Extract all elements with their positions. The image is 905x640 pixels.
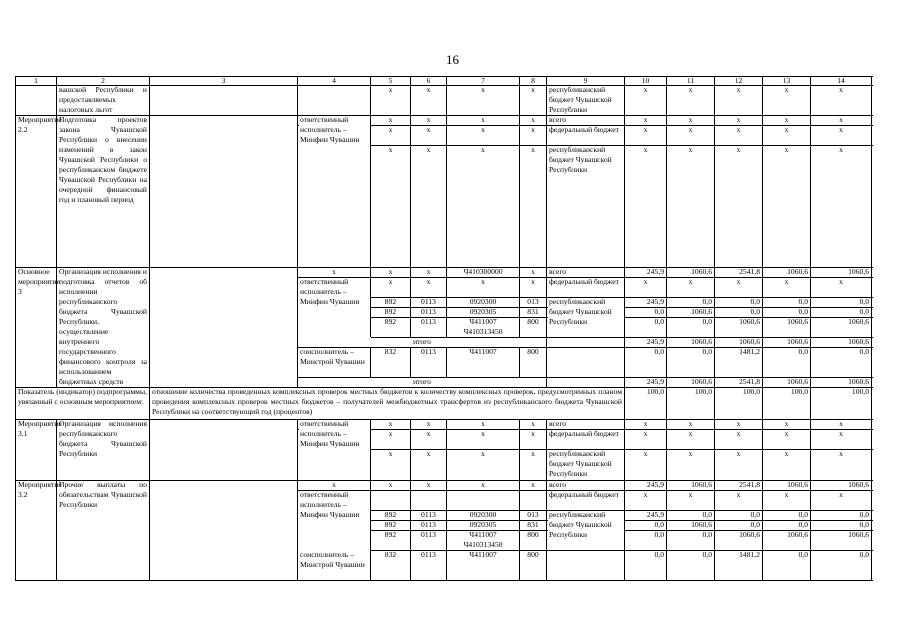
value-cell: х <box>667 490 715 510</box>
value-cell: 1060,6 <box>811 337 872 347</box>
measure-desc-cell: Организация исполнения и подготовка отчетов об исполнении республиканского бюджета Чувашской Республики, осуществление внутреннего государственного финансового контроля за использованием бюджетных средств <box>57 267 150 387</box>
source-cell: всего <box>547 267 625 277</box>
code-cell: 832 <box>371 550 411 580</box>
indicator-row <box>15 387 872 419</box>
value-cell: 0,0 <box>715 520 763 530</box>
table-row <box>15 490 872 510</box>
source-cell: республиканский бюджет Чувашской Республики <box>547 85 625 115</box>
value-cell: 1481,2 <box>715 347 763 377</box>
code-cell: 800 <box>520 317 547 337</box>
value-cell: 1060,6 <box>715 317 763 337</box>
measure-desc-cell: вашской Республики и предоставляемых налоговых льгот <box>57 85 150 115</box>
measure-name-cell: Основное мероприятие 3 <box>15 267 57 387</box>
code-cell: х <box>411 429 447 449</box>
measure-desc-cell: Прочие выплаты по обязательствам Чувашской Республики <box>57 480 150 580</box>
value-cell: х <box>625 125 667 145</box>
code-cell: Ч411007 Ч410313450 <box>447 317 520 337</box>
code-cell: х <box>371 85 411 115</box>
value-cell: х <box>625 490 667 510</box>
value-cell: 0,0 <box>625 530 667 550</box>
table-rule <box>298 429 299 430</box>
code-cell: 0920305 <box>447 307 520 317</box>
executor-cell: ответственный исполнитель – Минфин Чувашии <box>298 277 371 337</box>
value-cell: х <box>625 429 667 449</box>
co-executor-cell: соисполнитель – Минстрой Чувашии <box>298 347 371 377</box>
table-row <box>15 115 872 125</box>
value-cell: х <box>625 419 667 429</box>
co-executor-row <box>15 347 872 377</box>
header-row <box>15 76 872 85</box>
value-cell: 1060,6 <box>763 317 811 337</box>
value-cell: х <box>715 429 763 449</box>
page-number: 16 <box>446 52 459 67</box>
value-cell: 245,9 <box>625 267 667 277</box>
value-cell: х <box>811 125 872 145</box>
value-cell: 2541,8 <box>715 480 763 490</box>
code-cell: х <box>447 125 520 145</box>
value-cell: 0,0 <box>667 317 715 337</box>
header-cell: 13 <box>763 76 811 85</box>
value-cell: х <box>715 449 763 480</box>
value-cell: х <box>715 419 763 429</box>
value-cell: 1060,6 <box>667 377 715 387</box>
code-cell: 892 <box>371 530 411 550</box>
table-row <box>15 449 872 480</box>
code-cell: 800 <box>520 530 547 550</box>
header-cell: 4 <box>298 76 371 85</box>
table-row <box>15 145 872 267</box>
code-cell: х <box>447 480 520 490</box>
value-cell: х <box>811 115 872 125</box>
code-cell: 0113 <box>411 530 447 550</box>
value-cell: 1060,6 <box>667 480 715 490</box>
value-cell: х <box>763 115 811 125</box>
table-row <box>15 530 872 550</box>
code-cell: 892 <box>371 307 411 317</box>
value-cell: х <box>667 449 715 480</box>
value-cell: 0,0 <box>625 307 667 317</box>
source-cell: всего <box>547 419 625 429</box>
value-cell: х <box>811 277 872 297</box>
code-cell: х <box>520 449 547 480</box>
value-cell: 245,9 <box>625 337 667 347</box>
value-cell: х <box>715 115 763 125</box>
value-cell: 0,0 <box>667 347 715 377</box>
source-cell: республиканский бюджет Чувашской Республики <box>547 297 625 337</box>
table-row <box>15 480 872 490</box>
code-cell: 892 <box>371 317 411 337</box>
table-rule <box>15 76 873 77</box>
value-cell: 0,0 <box>811 510 872 520</box>
value-cell: х <box>811 145 872 267</box>
value-cell: х <box>811 429 872 449</box>
code-cell: 0920305 <box>447 520 520 530</box>
code-cell: х <box>447 449 520 480</box>
value-cell: 1060,6 <box>715 337 763 347</box>
source-cell: всего <box>547 480 625 490</box>
code-cell: 892 <box>371 297 411 307</box>
value-cell: х <box>715 145 763 267</box>
value-cell: х <box>763 125 811 145</box>
code-cell: х <box>411 277 447 297</box>
measure-name-cell: Мероприятие 2.2 <box>15 115 57 267</box>
table-row <box>15 419 872 429</box>
code-cell: 800 <box>520 347 547 377</box>
value-cell: 1060,6 <box>811 317 872 337</box>
value-cell: х <box>667 145 715 267</box>
code-cell: Ч411007 <box>447 550 520 580</box>
table-row <box>15 317 872 337</box>
value-cell: 0,0 <box>715 307 763 317</box>
header-cell: 10 <box>625 76 667 85</box>
value-cell: 0,0 <box>811 307 872 317</box>
value-cell: 1060,6 <box>667 267 715 277</box>
measure-desc-cell: Подготовка проектов закона Чувашской Республики о внесении изменений в закон Чувашской Республики о республиканском бюджете Чувашской Республики на очередной финансовый год и плановый период <box>57 115 150 267</box>
table-row <box>15 510 872 520</box>
value-cell: х <box>625 85 667 115</box>
code-cell: х <box>520 277 547 297</box>
value-cell: 0,0 <box>625 317 667 337</box>
indicator-text: отношение количества проведенных комплексных проверок местных бюджетов к количеству комплексных проверок, предусмотренных планом проведения комплексных проверок местных бюджетов – получателей межбюджетных трансфертов из республиканского бюджета Чувашской Республики на соответствующий год (процентов) <box>150 387 625 419</box>
value-cell: 0,0 <box>811 297 872 307</box>
col-4-cell: х <box>298 267 371 277</box>
table-rule <box>15 580 873 581</box>
value-cell: 0,0 <box>667 550 715 580</box>
code-cell: Ч411007 Ч410313450 <box>447 530 520 550</box>
value-cell: 1060,6 <box>763 267 811 277</box>
total-label: итого <box>298 377 547 387</box>
code-cell: 831 <box>520 520 547 530</box>
total-row <box>15 377 872 387</box>
value-cell: х <box>811 449 872 480</box>
code-cell: х <box>411 267 447 277</box>
code-cell: х <box>371 125 411 145</box>
code-cell: х <box>411 449 447 480</box>
code-cell: 892 <box>371 510 411 520</box>
code-cell: Ч411007 <box>447 347 520 377</box>
value-cell: 245,9 <box>625 480 667 490</box>
code-cell: 832 <box>371 347 411 377</box>
value-cell: х <box>763 277 811 297</box>
code-cell: х <box>371 145 411 267</box>
code-cell <box>411 490 447 510</box>
code-cell: х <box>411 480 447 490</box>
source-cell <box>547 377 625 387</box>
value-cell: 1060,6 <box>811 530 872 550</box>
code-cell: 0113 <box>411 317 447 337</box>
table-row <box>15 307 872 317</box>
source-cell <box>547 337 625 347</box>
value-cell: 0,0 <box>667 297 715 307</box>
value-cell: х <box>625 277 667 297</box>
source-cell: федеральный бюджет <box>547 429 625 449</box>
code-cell: х <box>411 85 447 115</box>
value-cell: 1060,6 <box>715 530 763 550</box>
code-cell: 013 <box>520 510 547 520</box>
value-cell: 1481,2 <box>715 550 763 580</box>
code-cell: х <box>520 115 547 125</box>
table-row <box>15 267 872 277</box>
header-cell: 14 <box>811 76 872 85</box>
code-cell: х <box>447 145 520 267</box>
header-cell: 11 <box>667 76 715 85</box>
value-cell: 1060,6 <box>667 337 715 347</box>
value-cell: х <box>715 125 763 145</box>
code-cell: х <box>411 115 447 125</box>
source-cell: всего <box>547 115 625 125</box>
value-cell: 0,0 <box>715 510 763 520</box>
code-cell: 0920300 <box>447 510 520 520</box>
table-row <box>15 429 872 449</box>
executor-cell: ответственный исполнитель – Минфин Чувашии <box>298 490 371 550</box>
value-cell: х <box>667 277 715 297</box>
code-cell <box>520 490 547 510</box>
code-cell: х <box>371 267 411 277</box>
code-cell: 0920300 <box>447 297 520 307</box>
measure-name-cell <box>15 85 57 115</box>
value-cell: х <box>763 145 811 267</box>
value-cell: 0,0 <box>811 550 872 580</box>
code-cell: х <box>447 277 520 297</box>
measure-name-cell: Мероприятие 3.1 <box>15 419 57 480</box>
header-cell: 7 <box>447 76 520 85</box>
source-cell <box>547 347 625 377</box>
source-cell: федеральный бюджет <box>547 490 625 510</box>
code-cell: Ч410300000 <box>447 267 520 277</box>
code-cell: х <box>520 267 547 277</box>
value-cell: х <box>715 85 763 115</box>
code-cell: х <box>520 145 547 267</box>
code-cell: х <box>411 419 447 429</box>
value-cell: 1060,6 <box>811 377 872 387</box>
header-cell: 9 <box>547 76 625 85</box>
value-cell: 0,0 <box>715 297 763 307</box>
col-3-cell <box>150 85 298 115</box>
measure-name-cell: Мероприятие 3.2 <box>15 480 57 580</box>
value-cell: 100,0 <box>811 387 872 419</box>
value-cell: 100,0 <box>625 387 667 419</box>
value-cell: 0,0 <box>763 297 811 307</box>
code-cell: 0113 <box>411 520 447 530</box>
value-cell: х <box>811 419 872 429</box>
value-cell: 1060,6 <box>811 267 872 277</box>
header-cell: 2 <box>57 76 150 85</box>
source-cell <box>547 550 625 580</box>
subtotal-label: итого <box>298 337 547 347</box>
measure-desc-cell: Организация исполнения республиканского бюджета Чувашской Республики <box>57 419 150 480</box>
value-cell: 0,0 <box>667 530 715 550</box>
source-cell: республиканский бюджет Чувашской Республики <box>547 510 625 550</box>
value-cell: 1060,6 <box>667 307 715 317</box>
value-cell: х <box>625 449 667 480</box>
value-cell: 1060,6 <box>763 337 811 347</box>
value-cell: 0,0 <box>625 347 667 377</box>
value-cell: 100,0 <box>763 387 811 419</box>
table-rule <box>298 125 299 126</box>
header-cell: 3 <box>150 76 298 85</box>
code-cell: 0113 <box>411 510 447 520</box>
header-cell: 5 <box>371 76 411 85</box>
code-cell: 831 <box>520 307 547 317</box>
value-cell: х <box>715 277 763 297</box>
header-cell: 1 <box>15 76 57 85</box>
code-cell: 800 <box>520 550 547 580</box>
value-cell: 1060,6 <box>763 530 811 550</box>
value-cell: 1060,6 <box>811 480 872 490</box>
code-cell: 892 <box>371 520 411 530</box>
code-cell: х <box>447 85 520 115</box>
table-row <box>15 125 872 145</box>
value-cell: х <box>667 125 715 145</box>
code-cell: х <box>447 115 520 125</box>
value-cell: х <box>625 145 667 267</box>
table-row <box>15 520 872 530</box>
source-cell: федеральный бюджет <box>547 277 625 297</box>
value-cell: х <box>667 85 715 115</box>
continuation-row <box>15 85 872 115</box>
table-row <box>15 297 872 307</box>
value-cell: 245,9 <box>625 297 667 307</box>
code-cell: х <box>520 85 547 115</box>
code-cell: х <box>371 419 411 429</box>
value-cell: 100,0 <box>667 387 715 419</box>
co-executor-cell: соисполнитель – Минстрой Чувашии <box>298 550 371 580</box>
code-cell: 0113 <box>411 347 447 377</box>
value-cell: х <box>715 490 763 510</box>
code-cell: 0113 <box>411 307 447 317</box>
value-cell: х <box>763 419 811 429</box>
value-cell: 1060,6 <box>763 480 811 490</box>
value-cell: 100,0 <box>715 387 763 419</box>
value-cell: х <box>811 85 872 115</box>
value-cell: 0,0 <box>763 347 811 377</box>
value-cell: х <box>625 115 667 125</box>
code-cell: х <box>520 125 547 145</box>
header-cell: 12 <box>715 76 763 85</box>
code-cell <box>447 490 520 510</box>
code-cell: х <box>371 480 411 490</box>
value-cell: 0,0 <box>625 520 667 530</box>
source-cell: федеральный бюджет <box>547 125 625 145</box>
value-cell: 0,0 <box>763 510 811 520</box>
value-cell: х <box>667 419 715 429</box>
value-cell: х <box>763 85 811 115</box>
code-cell: 013 <box>520 297 547 307</box>
code-cell: х <box>520 480 547 490</box>
code-cell: х <box>371 277 411 297</box>
executor-cell: ответственный исполнитель – Минфин Чувашии <box>298 419 371 480</box>
value-cell: 0,0 <box>667 510 715 520</box>
value-cell: 2541,8 <box>715 377 763 387</box>
value-cell: х <box>811 490 872 510</box>
value-cell: 1060,6 <box>763 377 811 387</box>
code-cell: х <box>371 449 411 480</box>
value-cell: 0,0 <box>625 550 667 580</box>
value-cell: 1060,6 <box>667 520 715 530</box>
value-cell: 0,0 <box>763 520 811 530</box>
co-executor-row <box>15 550 872 580</box>
value-cell: х <box>763 490 811 510</box>
table-row <box>15 277 872 297</box>
executor-cell: ответственный исполнитель – Минфин Чувашии <box>298 115 371 267</box>
code-cell: х <box>371 429 411 449</box>
value-cell: х <box>763 449 811 480</box>
code-cell: х <box>520 419 547 429</box>
code-cell: х <box>411 125 447 145</box>
subtotal-row <box>15 337 872 347</box>
source-cell: республиканский бюджет Чувашской Республики <box>547 449 625 480</box>
col-4-cell: х <box>298 480 371 490</box>
indicator-label: Показатель (индикатор) подпрограммы, увязанный с основным мероприятием: <box>15 387 150 419</box>
header-cell: 8 <box>520 76 547 85</box>
code-cell: х <box>447 419 520 429</box>
code-cell: 0113 <box>411 297 447 307</box>
value-cell: 0,0 <box>811 520 872 530</box>
source-cell: республиканский бюджет Чувашской Республики <box>547 145 625 267</box>
code-cell: х <box>447 429 520 449</box>
value-cell: 0,0 <box>811 347 872 377</box>
value-cell: 245,9 <box>625 510 667 520</box>
code-cell: х <box>371 115 411 125</box>
value-cell: 0,0 <box>763 550 811 580</box>
code-cell <box>371 490 411 510</box>
value-cell: х <box>667 429 715 449</box>
code-cell: х <box>520 429 547 449</box>
code-cell: 0113 <box>411 550 447 580</box>
header-cell: 6 <box>411 76 447 85</box>
value-cell: 0,0 <box>763 307 811 317</box>
value-cell: 2541,8 <box>715 267 763 277</box>
value-cell: х <box>763 429 811 449</box>
code-cell: х <box>411 145 447 267</box>
value-cell: х <box>667 115 715 125</box>
col-4-cell <box>298 85 371 115</box>
value-cell: 245,9 <box>625 377 667 387</box>
